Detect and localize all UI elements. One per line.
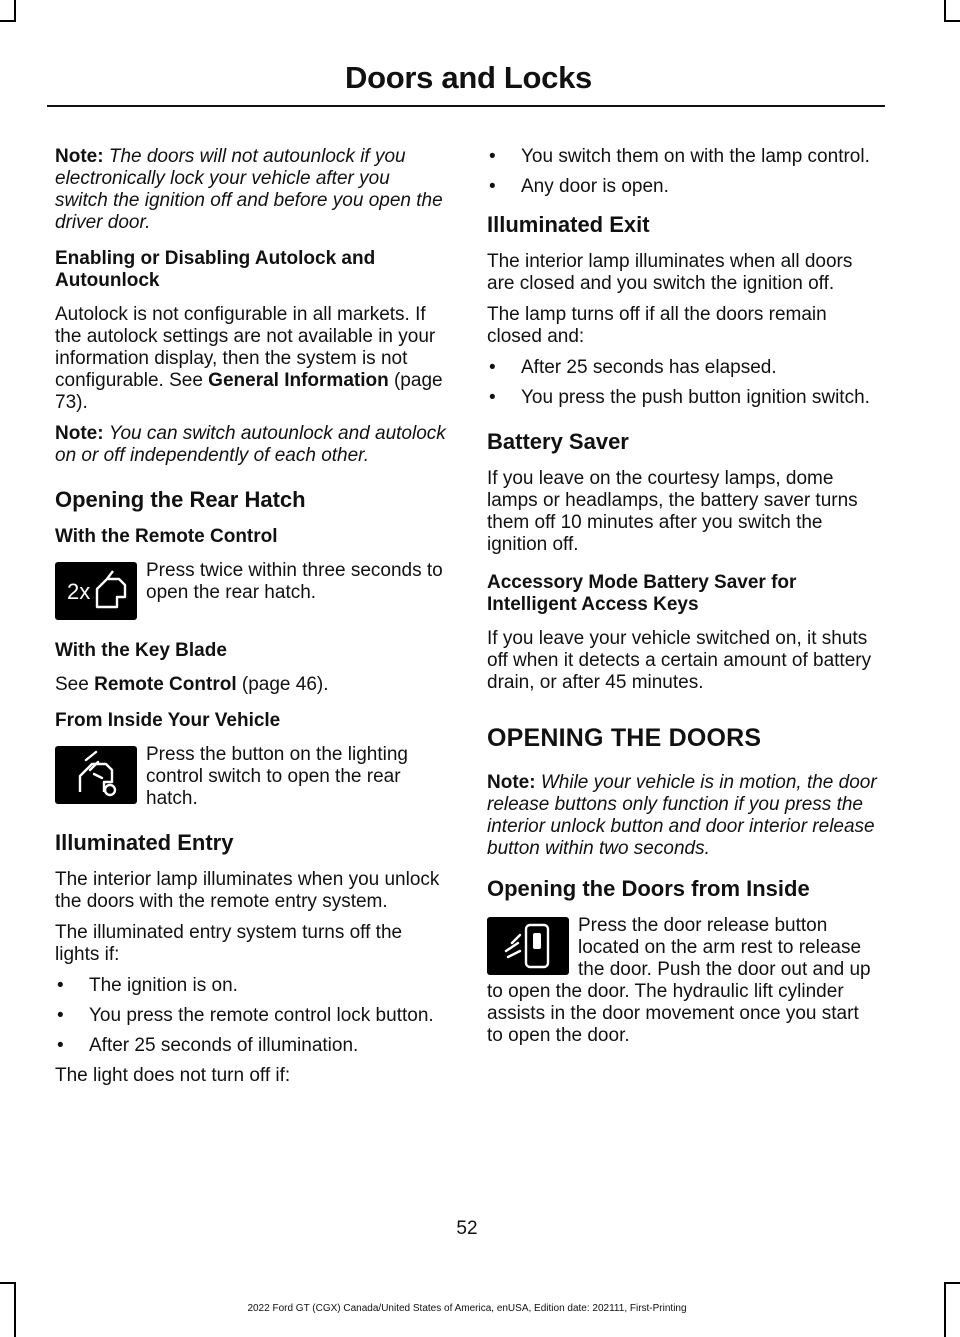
list-item: • Any door is open.: [487, 176, 879, 198]
doors-from-inside-instruction: [487, 915, 879, 1047]
door-release-button-icon: [487, 917, 569, 975]
crop-mark: [944, 1282, 960, 1284]
heading-illuminated-entry: Illuminated Entry: [55, 830, 234, 855]
note-text: You can switch autounlock and autolock on or off independently of each other.: [55, 423, 446, 466]
link-remote-control[interactable]: Remote Control: [94, 674, 237, 695]
heading-inside-vehicle: From Inside Your Vehicle: [55, 710, 281, 731]
page-number: 52: [456, 1218, 478, 1239]
heading-battery-saver: Battery Saver: [487, 429, 629, 454]
note-independent: [55, 423, 447, 467]
remote-rear-hatch-icon: [55, 562, 137, 620]
list-item: • You press the remote control lock button.: [55, 1005, 447, 1027]
remote-control-text: Press twice within three seconds to open the rear hatch.: [146, 560, 443, 603]
heading-accessory-mode: Accessory Mode Battery Saver for Intelligent Access Keys: [487, 572, 797, 615]
note-label: Note:: [55, 423, 104, 444]
paragraph-entry-3: The light does not turn off if:: [55, 1065, 291, 1086]
paragraph-entry-1: The interior lamp illuminates when you unlock the doors with the remote entry system.: [55, 869, 440, 912]
crop-mark: [0, 1282, 16, 1284]
note-text: While your vehicle is in motion, the door release buttons only function if you press the interior unlock button and door interior release button within two seconds.: [487, 772, 877, 859]
footer-edition-info: 2022 Ford GT (CGX) Canada/United States of America, enUSA, Edition date: 202111, First-Printing: [247, 1303, 687, 1314]
paragraph-entry-2: The illuminated entry system turns off the lights if:: [55, 922, 403, 965]
paragraph-battery: If you leave on the courtesy lamps, dome lamps or headlamps, the battery saver turns them off 10 minutes after you switch the ignition off.: [487, 468, 858, 555]
heading-rear-hatch: Opening the Rear Hatch: [55, 487, 306, 512]
paragraph-exit-1: The interior lamp illuminates when all doors are closed and you switch the ignition off.: [487, 251, 853, 294]
note-door-release: [487, 772, 879, 860]
crop-mark: [944, 0, 946, 22]
note-label: Note:: [487, 772, 536, 793]
note-text: The doors will not autounlock if you electronically lock your vehicle after you switch the ignition off and before you open the driver door.: [55, 146, 443, 233]
link-general-information[interactable]: General Information: [208, 370, 389, 391]
entry-bullet-list: [55, 975, 447, 1057]
heading-key-blade: With the Key Blade: [55, 640, 227, 661]
top-bullet-list: [487, 146, 879, 198]
list-item: • After 25 seconds has elapsed.: [487, 357, 879, 379]
paragraph-text: Autolock is not configurable in all markets. If the autolock settings are not available in your information display, then the system is not configurable. See: [55, 304, 436, 391]
heading-remote-control: With the Remote Control: [55, 526, 278, 547]
crop-mark: [14, 0, 16, 22]
paragraph-accessory: If you leave your vehicle switched on, it shuts off when it detects a certain amount of battery drain, or after 45 minutes.: [487, 628, 872, 693]
heading-enabling-autolock: Enabling or Disabling Autolock and Autounlock: [55, 248, 376, 291]
note-label: Note:: [55, 146, 104, 167]
crop-mark: [0, 20, 16, 22]
rear-hatch-switch-icon: [55, 746, 137, 804]
doors-from-inside-text: Press the door release button located on the arm rest to release the door. Push the door out and up to open the door. The hydraulic lift cylinder assists in the door movement once you start to open the door.: [487, 915, 871, 1046]
paragraph-autolock: [55, 304, 447, 414]
inside-vehicle-instruction: [55, 744, 447, 810]
remote-control-instruction: [55, 560, 447, 624]
heading-illuminated-exit: Illuminated Exit: [487, 212, 650, 237]
title-divider: [47, 105, 885, 107]
crop-mark: [944, 1282, 946, 1337]
page-title: Doors and Locks: [345, 60, 592, 95]
note-autounlock: [55, 146, 447, 234]
paragraph-exit-2: The lamp turns off if all the doors remain closed and:: [487, 304, 827, 347]
heading-opening-doors: OPENING THE DOORS: [487, 724, 762, 752]
paragraph-text: (page 46).: [236, 674, 329, 695]
exit-bullet-list: [487, 357, 879, 409]
icon-label: 2x: [67, 579, 91, 604]
left-column: [55, 146, 447, 1096]
right-column: [487, 146, 879, 1059]
inside-vehicle-text: Press the button on the lighting control switch to open the rear hatch.: [146, 744, 408, 809]
list-item: • After 25 seconds of illumination.: [55, 1035, 447, 1057]
key-blade-paragraph: [55, 674, 447, 696]
crop-mark: [944, 20, 960, 22]
paragraph-text: (page 73).: [55, 370, 443, 413]
paragraph-text: See: [55, 674, 95, 695]
list-item: • You switch them on with the lamp control.: [487, 146, 879, 168]
heading-doors-from-inside: Opening the Doors from Inside: [487, 876, 810, 901]
list-item: • You press the push button ignition switch.: [487, 387, 879, 409]
list-item: • The ignition is on.: [55, 975, 447, 997]
